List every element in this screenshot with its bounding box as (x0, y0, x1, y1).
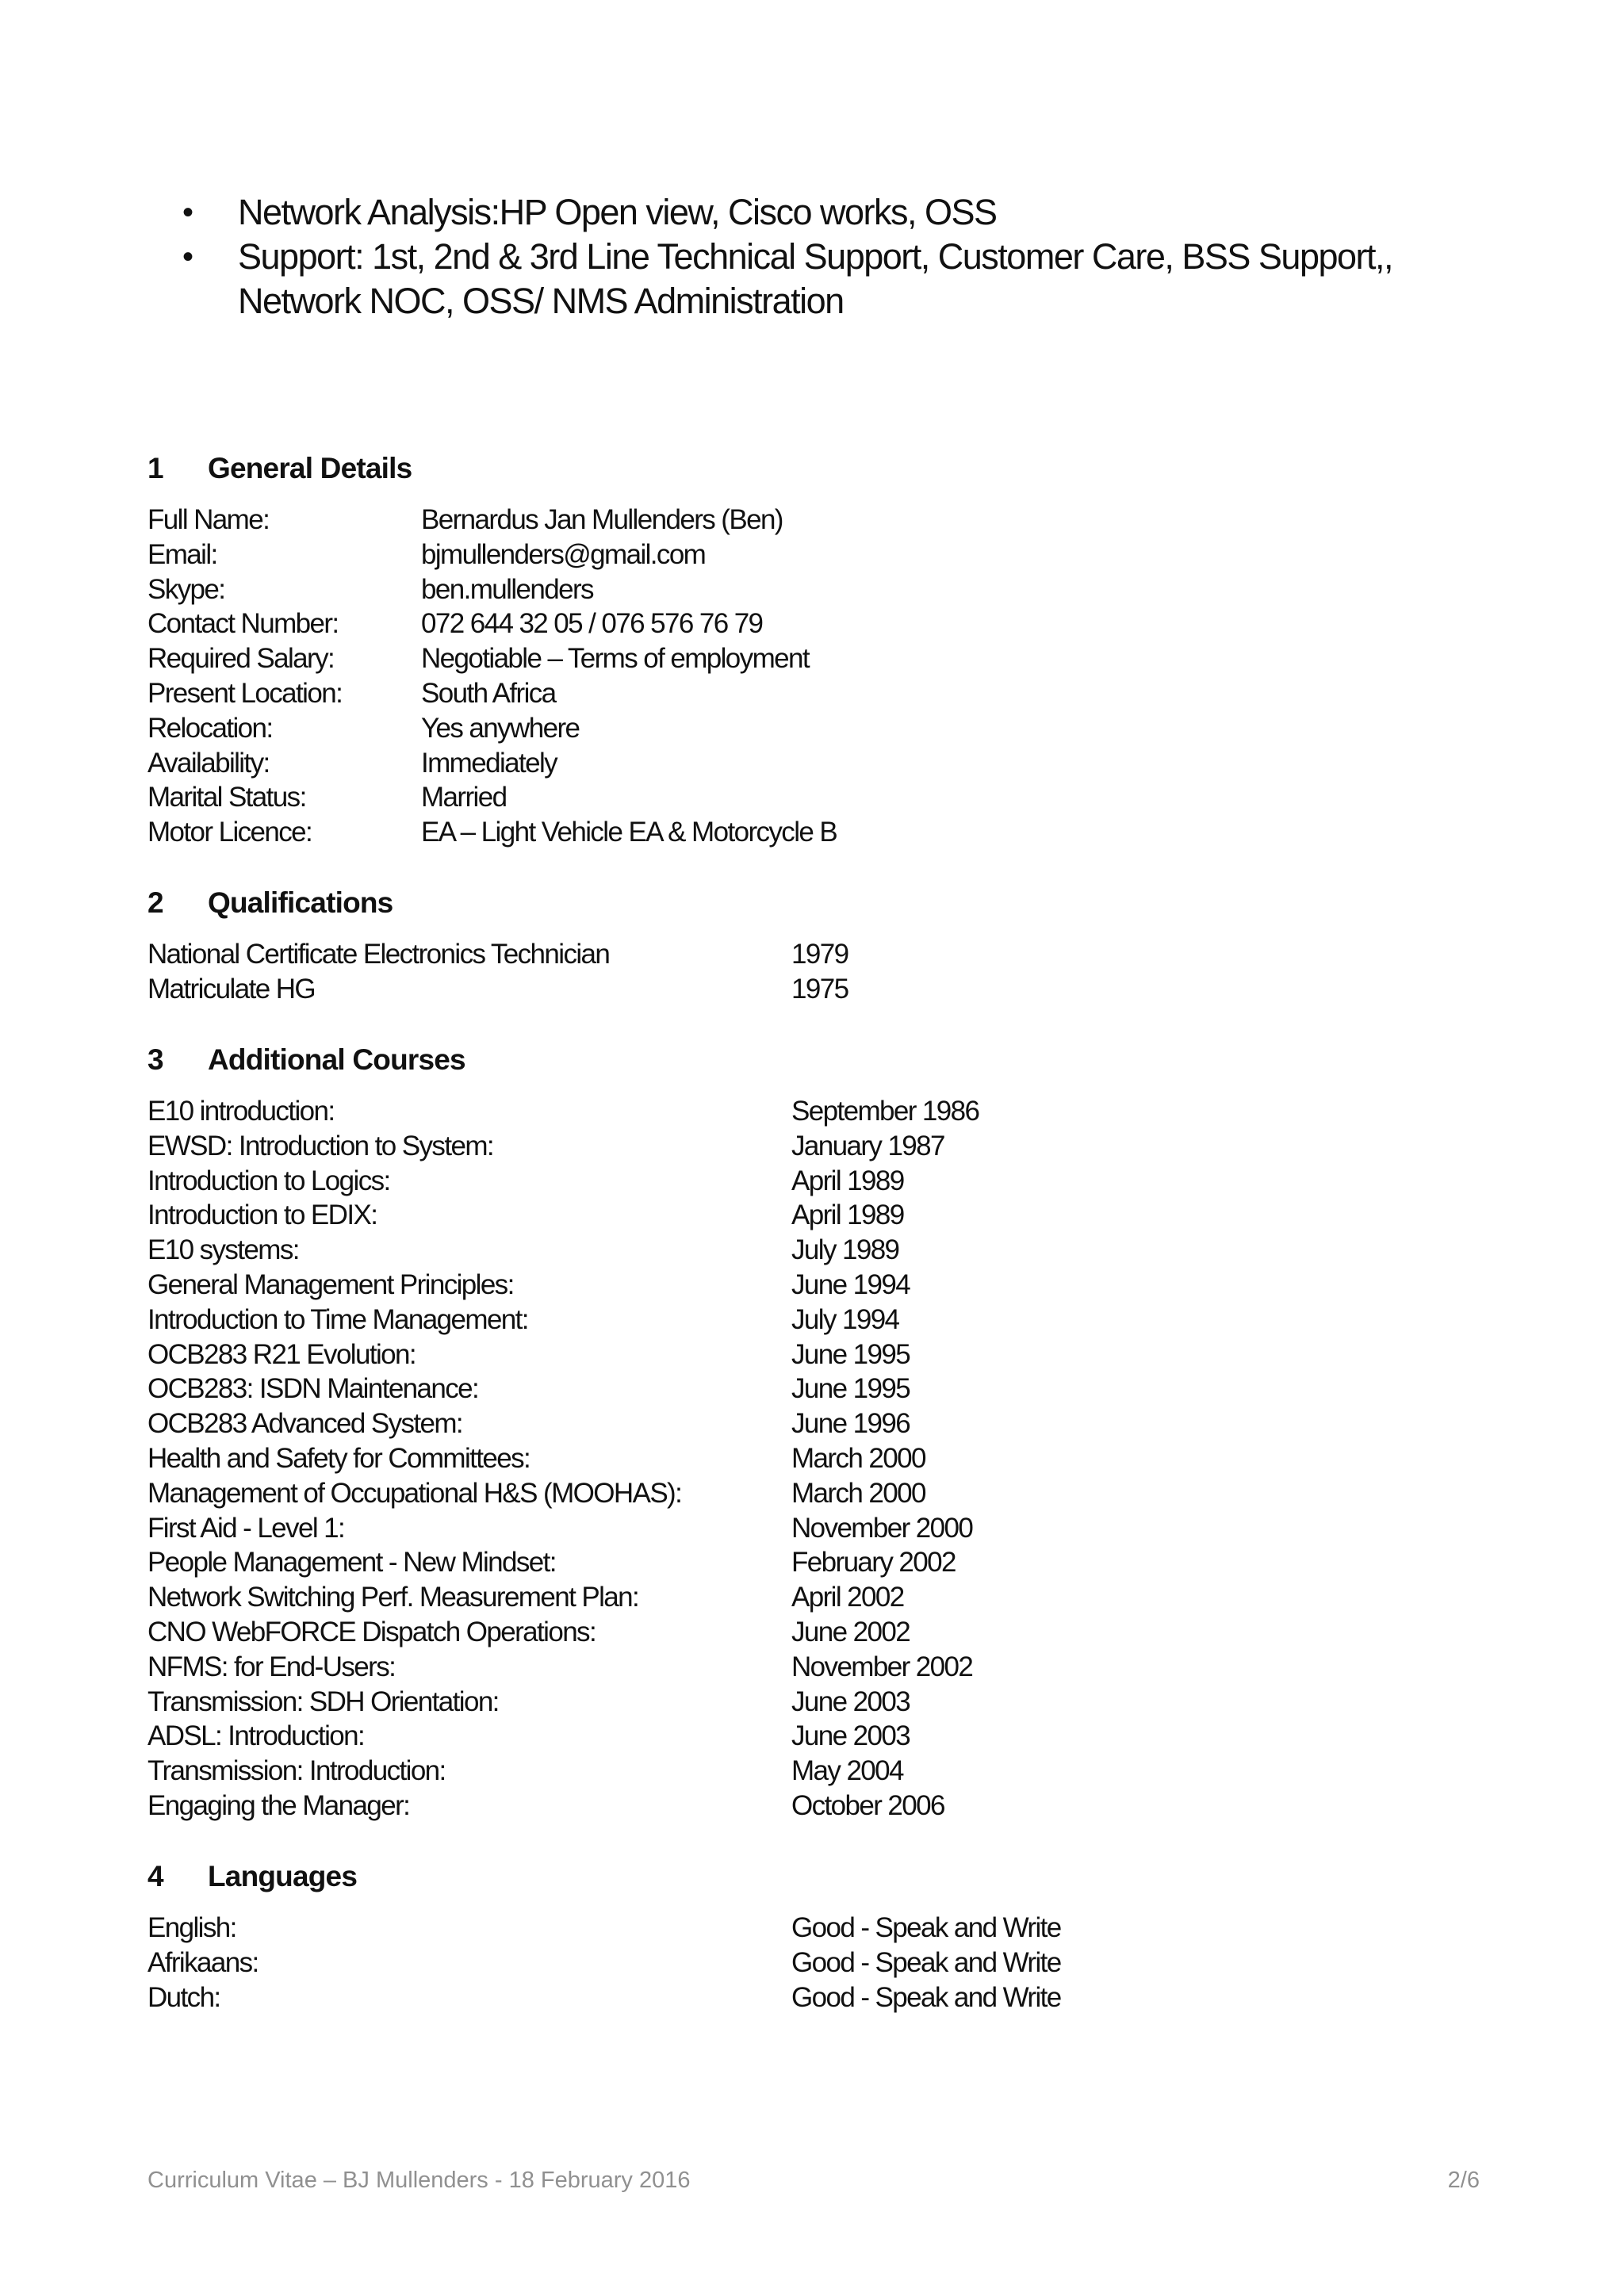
row-value: 1975 (791, 973, 848, 1004)
row-value: Good - Speak and Write (791, 1981, 1061, 2013)
list-item (182, 190, 1483, 235)
row-value: September 1986 (791, 1096, 979, 1127)
row-label: NFMS: for End-Users: (147, 1651, 396, 1682)
row-label: Motor Licence: (147, 817, 312, 848)
section-heading-general-details (147, 452, 412, 485)
footer-document-info: Curriculum Vitae – BJ Mullenders - 18 February 2016 (147, 2168, 691, 2193)
section-title: Languages (208, 1860, 358, 1892)
section-title: Qualifications (208, 886, 393, 919)
row-label: OCB283 R21 Evolution: (147, 1338, 416, 1370)
row-label: Matriculate HG (147, 973, 315, 1004)
row-value: July 1994 (791, 1303, 899, 1335)
row-label: People Management - New Mindset: (147, 1547, 556, 1578)
row-label: Relocation: (147, 712, 273, 744)
skills-bullet-list (182, 190, 1483, 323)
section-title: General Details (208, 452, 412, 484)
row-label: Health and Safety for Committees: (147, 1442, 530, 1474)
row-value: April 2002 (791, 1582, 904, 1613)
row-label: Email: (147, 538, 217, 570)
row-value: June 2003 (791, 1720, 910, 1752)
row-label: CNO WebFORCE Dispatch Operations: (147, 1616, 596, 1647)
row-label: Dutch: (147, 1981, 220, 2013)
row-label: E10 introduction: (147, 1096, 335, 1127)
row-value: Good - Speak and Write (791, 1912, 1061, 1943)
section-heading-qualifications (147, 886, 393, 920)
row-value: June 1996 (791, 1408, 910, 1440)
section-number: 3 (147, 1043, 163, 1076)
row-label: Introduction to Time Management: (147, 1303, 528, 1335)
row-value: November 2000 (791, 1512, 973, 1544)
row-value: June 1995 (791, 1338, 910, 1370)
row-value: June 1995 (791, 1373, 910, 1405)
row-value: Bernardus Jan Mullenders (Ben) (421, 504, 783, 535)
row-label: Transmission: Introduction: (147, 1755, 446, 1787)
row-label: Afrikaans: (147, 1946, 259, 1978)
row-label: Availability: (147, 747, 270, 779)
row-value: February 2002 (791, 1547, 956, 1578)
bullet-text: Network Analysis:HP Open view, Cisco works, OSS (238, 192, 997, 232)
row-label: ADSL: Introduction: (147, 1720, 365, 1752)
row-label: First Aid - Level 1: (147, 1512, 345, 1544)
row-label: EWSD: Introduction to System: (147, 1130, 493, 1161)
row-label: Management of Occupational H&S (MOOHAS): (147, 1477, 682, 1509)
row-value: March 2000 (791, 1477, 925, 1509)
row-value: July 1989 (791, 1234, 899, 1266)
row-label: Contact Number: (147, 608, 339, 640)
row-label: Introduction to EDIX: (147, 1200, 377, 1231)
row-value: April 1989 (791, 1200, 904, 1231)
row-value: March 2000 (791, 1442, 925, 1474)
bullet-icon: • (182, 239, 193, 274)
row-value: 1979 (791, 939, 848, 970)
row-value: June 2003 (791, 1686, 910, 1717)
row-label: Introduction to Logics: (147, 1165, 390, 1196)
section-number: 2 (147, 886, 163, 919)
row-value: November 2002 (791, 1651, 973, 1682)
row-value: Good - Speak and Write (791, 1946, 1061, 1978)
row-label: OCB283 Advanced System: (147, 1408, 463, 1440)
row-label: OCB283: ISDN Maintenance: (147, 1373, 479, 1405)
row-value: January 1987 (791, 1130, 944, 1161)
row-label: E10 systems: (147, 1234, 299, 1266)
row-label: English: (147, 1912, 236, 1943)
row-value: Yes anywhere (421, 712, 580, 744)
row-value: EA – Light Vehicle EA & Motorcycle B (421, 817, 837, 848)
row-value: bjmullenders@gmail.com (421, 538, 706, 570)
bullet-text: Support: 1st, 2nd & 3rd Line Technical Support, Customer Care, BSS Support,, Network NOC, OSS/ NMS Administration (238, 236, 1393, 321)
row-value: June 2002 (791, 1616, 910, 1647)
bullet-icon: • (182, 195, 193, 230)
row-label: Present Location: (147, 677, 343, 709)
row-label: Transmission: SDH Orientation: (147, 1686, 499, 1717)
row-value: 072 644 32 05 / 076 576 76 79 (421, 608, 763, 640)
row-label: Network Switching Perf. Measurement Plan: (147, 1582, 639, 1613)
row-label: Skype: (147, 573, 225, 605)
section-title: Additional Courses (208, 1043, 465, 1076)
row-label: National Certificate Electronics Technician (147, 939, 610, 970)
row-value: Immediately (421, 747, 557, 779)
row-label: Required Salary: (147, 643, 335, 675)
row-label: Engaging the Manager: (147, 1789, 410, 1821)
section-number: 1 (147, 452, 163, 484)
row-value: Negotiable – Terms of employment (421, 643, 809, 675)
list-item (182, 235, 1483, 323)
row-label: General Management Principles: (147, 1269, 514, 1300)
section-heading-additional-courses (147, 1043, 465, 1077)
row-value: October 2006 (791, 1789, 944, 1821)
row-value: May 2004 (791, 1755, 903, 1787)
row-value: June 1994 (791, 1269, 910, 1300)
section-heading-languages (147, 1860, 357, 1893)
page-number: 2/6 (1447, 2168, 1480, 2193)
row-value: Married (421, 782, 507, 813)
row-label: Marital Status: (147, 782, 306, 813)
row-label: Full Name: (147, 504, 270, 535)
section-number: 4 (147, 1860, 163, 1892)
row-value: ben.mullenders (421, 573, 593, 605)
row-value: South Africa (421, 677, 556, 709)
row-value: April 1989 (791, 1165, 904, 1196)
